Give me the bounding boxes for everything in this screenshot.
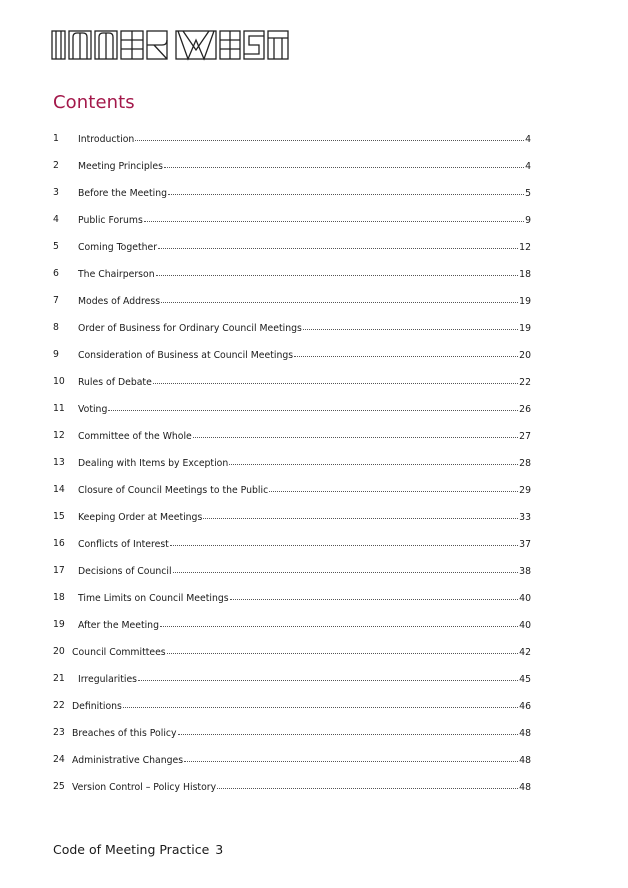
toc-entry-number: 13 xyxy=(53,457,65,468)
toc-leader-dots xyxy=(168,184,524,195)
toc-entry[interactable] xyxy=(53,725,531,752)
toc-entry-title: Order of Business for Ordinary Council Meetings xyxy=(78,323,302,334)
toc-entry-title: Administrative Changes xyxy=(72,755,184,766)
toc-leader-dots xyxy=(178,724,519,735)
toc-entry-title: Public Forums xyxy=(78,215,143,226)
toc-entry[interactable] xyxy=(53,509,531,536)
toc-leader-dots xyxy=(269,481,518,492)
toc-entry-title: Decisions of Council xyxy=(78,566,172,577)
toc-entry-title: Committee of the Whole xyxy=(78,431,192,442)
toc-entry-page: 33 xyxy=(519,512,531,523)
toc-entry[interactable] xyxy=(53,590,531,617)
toc-entry-page: 19 xyxy=(519,296,531,307)
toc-entry-number: 9 xyxy=(53,349,59,360)
toc-entry-number: 12 xyxy=(53,430,65,441)
toc-entry-title: After the Meeting xyxy=(78,620,159,631)
toc-entry-page: 20 xyxy=(519,350,531,361)
toc-entry-title: Consideration of Business at Council Meetings xyxy=(78,350,294,361)
toc-entry-page: 42 xyxy=(519,647,531,658)
toc-leader-dots xyxy=(160,616,518,627)
toc-entry[interactable] xyxy=(53,320,531,347)
toc-entry-number: 1 xyxy=(53,133,59,144)
toc-leader-dots xyxy=(203,508,518,519)
toc-leader-dots xyxy=(108,400,518,411)
toc-entry-page: 5 xyxy=(525,188,531,199)
toc-entry[interactable] xyxy=(53,347,531,374)
toc-leader-dots xyxy=(164,157,524,168)
toc-entry-title: Rules of Debate xyxy=(78,377,152,388)
toc-leader-dots xyxy=(123,697,518,708)
toc-entry-page: 48 xyxy=(519,728,531,739)
toc-entry[interactable] xyxy=(53,131,531,158)
toc-entry-number: 16 xyxy=(53,538,65,549)
toc-entry-number: 24 xyxy=(53,754,65,765)
toc-entry[interactable] xyxy=(53,401,531,428)
toc-entry-number: 18 xyxy=(53,592,65,603)
toc-entry-number: 14 xyxy=(53,484,65,495)
footer-page-number: 3 xyxy=(215,842,224,857)
toc-entry-title: Closure of Council Meetings to the Public xyxy=(78,485,269,496)
toc-entry-title: The Chairperson xyxy=(78,269,155,280)
toc-entry-title: Definitions xyxy=(72,701,122,712)
toc-entry-page: 40 xyxy=(519,620,531,631)
toc-entry-number: 25 xyxy=(53,781,65,792)
toc-entry-page: 29 xyxy=(519,485,531,496)
toc-entry[interactable] xyxy=(53,779,531,806)
toc-entry-title: Before the Meeting xyxy=(78,188,168,199)
toc-entry[interactable] xyxy=(53,158,531,185)
toc-entry-page: 48 xyxy=(519,755,531,766)
toc-entry-number: 17 xyxy=(53,565,65,576)
toc-leader-dots xyxy=(173,562,519,573)
toc-entry-title: Irregularities xyxy=(78,674,138,685)
toc-entry-title: Version Control – Policy History xyxy=(72,782,217,793)
toc-leader-dots xyxy=(135,130,524,141)
toc-entry[interactable] xyxy=(53,536,531,563)
toc-entry-page: 4 xyxy=(525,161,531,172)
toc-entry-title: Conflicts of Interest xyxy=(78,539,169,550)
toc-leader-dots xyxy=(193,427,518,438)
toc-entry[interactable] xyxy=(53,644,531,671)
toc-entry-number: 5 xyxy=(53,241,59,252)
toc-entry-number: 10 xyxy=(53,376,65,387)
toc-entry-page: 38 xyxy=(519,566,531,577)
toc-entry[interactable] xyxy=(53,266,531,293)
toc-leader-dots xyxy=(230,589,519,600)
toc-entry-title: Modes of Address xyxy=(78,296,161,307)
toc-entry[interactable] xyxy=(53,563,531,590)
toc-entry[interactable] xyxy=(53,374,531,401)
toc-entry-page: 19 xyxy=(519,323,531,334)
toc-leader-dots xyxy=(144,211,524,222)
toc-leader-dots xyxy=(229,454,518,465)
toc-entry-page: 22 xyxy=(519,377,531,388)
toc-entry-number: 19 xyxy=(53,619,65,630)
toc-entry-page: 46 xyxy=(519,701,531,712)
toc-entry-title: Council Committees xyxy=(72,647,166,658)
toc-entry[interactable] xyxy=(53,617,531,644)
toc-entry[interactable] xyxy=(53,239,531,266)
toc-entry-number: 4 xyxy=(53,214,59,225)
toc-entry[interactable] xyxy=(53,293,531,320)
toc-entry[interactable] xyxy=(53,752,531,779)
toc-leader-dots xyxy=(184,751,518,762)
toc-entry-number: 15 xyxy=(53,511,65,522)
toc-entry-page: 37 xyxy=(519,539,531,550)
contents-heading: Contents xyxy=(53,92,135,113)
toc-leader-dots xyxy=(153,373,518,384)
toc-entry-page: 4 xyxy=(525,134,531,145)
toc-entry[interactable] xyxy=(53,671,531,698)
toc-entry[interactable] xyxy=(53,185,531,212)
toc-entry-page: 48 xyxy=(519,782,531,793)
toc-entry-page: 28 xyxy=(519,458,531,469)
toc-leader-dots xyxy=(161,292,518,303)
toc-entry-number: 8 xyxy=(53,322,59,333)
toc-entry-number: 23 xyxy=(53,727,65,738)
toc-entry-number: 21 xyxy=(53,673,65,684)
toc-leader-dots xyxy=(170,535,518,546)
toc-entry-page: 18 xyxy=(519,269,531,280)
toc-entry[interactable] xyxy=(53,455,531,482)
toc-entry[interactable] xyxy=(53,428,531,455)
toc-entry-page: 40 xyxy=(519,593,531,604)
toc-leader-dots xyxy=(217,778,518,789)
toc-entry-title: Voting xyxy=(78,404,108,415)
toc-entry-number: 2 xyxy=(53,160,59,171)
toc-entry-number: 3 xyxy=(53,187,59,198)
toc-leader-dots xyxy=(303,319,518,330)
toc-entry-title: Keeping Order at Meetings xyxy=(78,512,203,523)
toc-entry-number: 20 xyxy=(53,646,65,657)
toc-leader-dots xyxy=(294,346,518,357)
toc-leader-dots xyxy=(167,643,519,654)
toc-entry[interactable] xyxy=(53,212,531,239)
page-footer xyxy=(53,842,223,857)
toc-entry-title: Introduction xyxy=(78,134,135,145)
toc-entry-page: 26 xyxy=(519,404,531,415)
toc-leader-dots xyxy=(156,265,519,276)
toc-entry-number: 22 xyxy=(53,700,65,711)
toc-entry-page: 9 xyxy=(525,215,531,226)
toc-entry-title: Meeting Principles xyxy=(78,161,163,172)
toc-leader-dots xyxy=(138,670,518,681)
toc-entry-page: 45 xyxy=(519,674,531,685)
toc-entry-number: 6 xyxy=(53,268,59,279)
toc-entry-number: 11 xyxy=(53,403,65,414)
toc-entry-title: Coming Together xyxy=(78,242,158,253)
toc-entry[interactable] xyxy=(53,698,531,725)
toc-entry-title: Dealing with Items by Exception xyxy=(78,458,229,469)
toc-entry-number: 7 xyxy=(53,295,59,306)
footer-doc-title: Code of Meeting Practice xyxy=(53,842,210,857)
toc-leader-dots xyxy=(158,238,518,249)
toc-entry-page: 27 xyxy=(519,431,531,442)
toc-entry[interactable] xyxy=(53,482,531,509)
toc-entry-title: Time Limits on Council Meetings xyxy=(78,593,229,604)
toc-entry-title: Breaches of this Policy xyxy=(72,728,177,739)
inner-west-logo xyxy=(50,28,290,62)
table-of-contents xyxy=(53,131,531,806)
toc-entry-page: 12 xyxy=(519,242,531,253)
